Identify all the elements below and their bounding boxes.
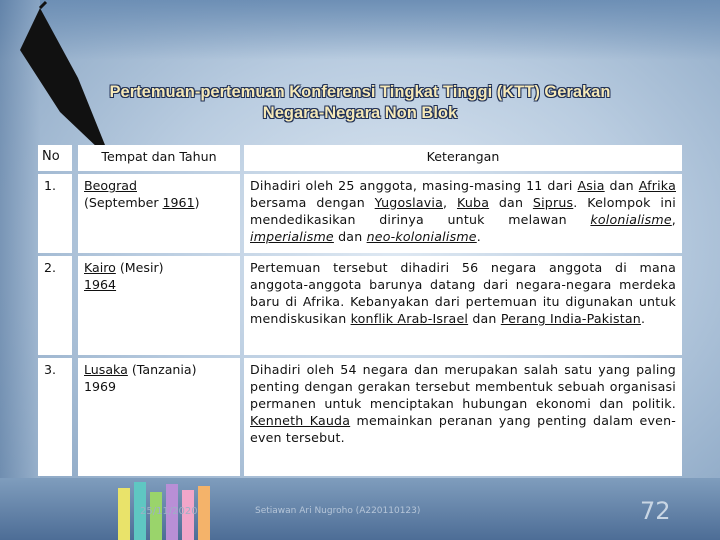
row-1-text-8: dan — [333, 229, 367, 244]
header-place: Tempat dan Tahun — [78, 145, 240, 171]
row-3-place — [78, 358, 240, 476]
row-3-info — [244, 358, 682, 476]
year-1969: 1969 — [84, 379, 117, 394]
row-1-text-5: dan — [489, 195, 533, 210]
row-1-no: 1. — [38, 174, 72, 253]
footer-author: Setiawan Ari Nugroho (A220110123) — [255, 506, 421, 516]
row-3-no: 3. — [38, 358, 72, 476]
footer-date: 25/11/2020 — [140, 506, 198, 517]
row-1-text-4: , — [443, 195, 457, 210]
beograd-link[interactable]: Beograd — [84, 178, 137, 193]
row-1-info — [244, 174, 682, 253]
row-2-no: 2. — [38, 256, 72, 355]
header-info: Keterangan — [244, 145, 682, 171]
afrika-link[interactable]: Afrika — [638, 178, 676, 193]
row-1-place-close: ) — [194, 195, 200, 210]
row-2-text-3: . — [640, 311, 646, 326]
row-3-text-2: memainkan peranan yang penting dalam even-even tersebut. — [250, 413, 677, 445]
row-2-text-2: dan — [468, 311, 501, 326]
row-1-text-1: Dihadiri oleh 25 anggota, masing-masing 11 dari — [250, 178, 578, 193]
year-1964-link[interactable]: 1964 — [84, 277, 117, 292]
row-3-text-1: Dihadiri oleh 54 negara dan merupakan salah satu yang paling penting dengan gerakan tersebut membentuk sebuah organisasi permanen untuk menciptakan hubungan ekonomi dan politik. — [250, 362, 676, 411]
row-3-place-text: (Tanzania) — [127, 362, 197, 377]
siprus-link[interactable]: Siprus — [532, 195, 574, 210]
row-1-place-text: (September — [84, 195, 163, 210]
row-1-text-6: . Kelompok ini mendedikasikan dirinya untuk melawan — [250, 195, 676, 227]
kolonialisme-link[interactable]: kolonialisme — [590, 212, 672, 227]
row-1-place — [78, 174, 240, 253]
yugoslavia-link[interactable]: Yugoslavia — [374, 195, 444, 210]
kuba-link[interactable]: Kuba — [456, 195, 490, 210]
perang-india-pakistan-link[interactable]: Perang India-Pakistan — [500, 311, 641, 326]
header-no: No — [38, 145, 72, 171]
row-1-text-3: bersama dengan — [250, 195, 375, 210]
asia-link[interactable]: Asia — [577, 178, 605, 193]
konflik-arab-israel-link[interactable]: konflik Arab-Israel — [350, 311, 469, 326]
row-1-text-2: dan — [604, 178, 639, 193]
neo-kolonialisme-link[interactable]: neo-kolonialisme — [366, 229, 477, 244]
imperialisme-link[interactable]: imperialisme — [250, 229, 334, 244]
row-2-place-text: (Mesir) — [115, 260, 164, 275]
lusaka-link[interactable]: Lusaka — [84, 362, 128, 377]
row-2-text-1: Pertemuan tersebut dihadiri 56 negara anggota di mana anggota-anggota barunya datang dari negara-negara merdeka baru di Afrika. Kebanyakan dari pertemuan itu digunakan untuk mendiskusikan — [250, 260, 676, 326]
row-2-info — [244, 256, 682, 355]
kairo-link[interactable]: Kairo — [84, 260, 116, 275]
row-1-text-9: . — [476, 229, 481, 244]
row-1-text-7: , — [671, 212, 676, 227]
year-1961-link[interactable]: 1961 — [162, 195, 195, 210]
kenneth-kauda-link[interactable]: Kenneth Kauda — [250, 413, 351, 428]
title-line-1: Pertemuan-pertemuan Konferensi Tingkat Tinggi (KTT) Gerakan — [109, 83, 611, 101]
row-2-place — [78, 256, 240, 355]
title-line-2: Negara-Negara Non Blok — [262, 104, 458, 122]
page-number: 72 — [640, 497, 671, 525]
